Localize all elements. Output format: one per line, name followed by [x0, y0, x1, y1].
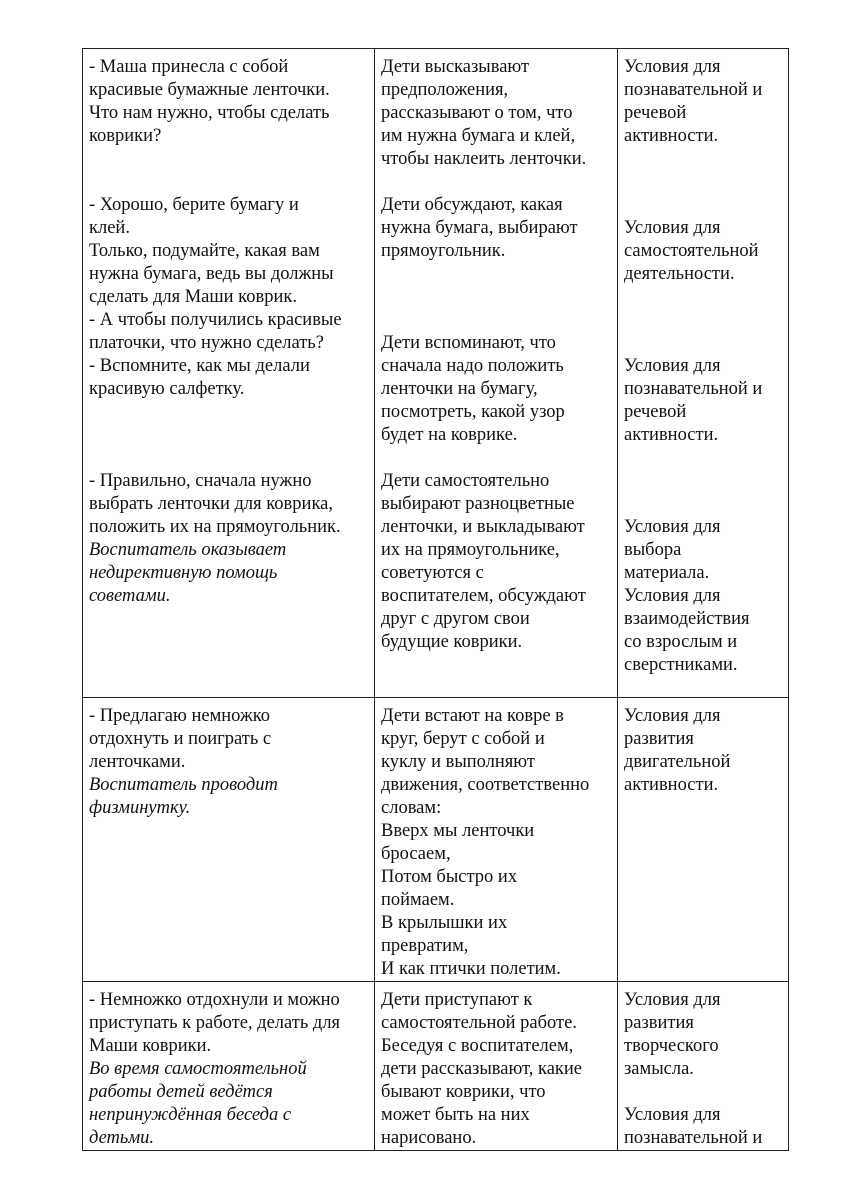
- cell-paragraph-italic: Воспитатель проводит физминутку.: [89, 775, 278, 818]
- cell-paragraph: Дети приступают к самостоятельной работе. Беседуя с воспитателем, дети рассказывают, какие бывают коврики, что может быть на них нарисовано.: [381, 990, 583, 1148]
- cell-paragraph: Условия для самостоятельной деятельности.: [624, 218, 759, 284]
- cell-paragraph: Условия для развития двигательной активности.: [624, 706, 731, 795]
- cell-paragraph: Дети высказывают предположения, рассказывают о том, что им нужна бумага и клей, чтобы наклеить ленточки.: [381, 57, 587, 169]
- cell-paragraph-italic: Воспитатель оказывает недирективную помощь советами.: [89, 540, 287, 606]
- lesson-plan-table: [82, 48, 789, 1151]
- conditions-cell: [618, 49, 789, 698]
- cell-paragraph: Дети самостоятельно выбирают разноцветные ленточки, и выкладывают их на прямоугольнике, советуются с воспитателем, обсуждают друг с другом свои будущие коврики.: [381, 471, 586, 652]
- cell-paragraph: Дети обсуждают, какая нужна бумага, выбирают прямоугольник.: [381, 195, 578, 261]
- children-actions-cell: [375, 49, 618, 698]
- cell-paragraph: - Маша принесла с собой красивые бумажные ленточки. Что нам нужно, чтобы сделать коврики?: [89, 57, 330, 146]
- teacher-actions-cell: [83, 982, 375, 1151]
- teacher-actions-cell: [83, 49, 375, 698]
- table-row: [83, 982, 789, 1151]
- cell-paragraph: Условия для познавательной и речевой активности.: [624, 356, 763, 445]
- conditions-cell: [618, 982, 789, 1151]
- cell-paragraph: Условия для познавательной и речевой активности.: [624, 57, 763, 146]
- cell-paragraph: Дети встают на ковре в круг, берут с собой и куклу и выполняют движения, соответственно словам: Вверх мы ленточки бросаем, Потом быстро их поймаем. В крылышки их превратим, И как птички полетим.: [381, 706, 590, 979]
- cell-paragraph: Условия для выбора материала. Условия для взаимодействия со взрослым и сверстниками.: [624, 517, 750, 675]
- teacher-actions-cell: [83, 698, 375, 982]
- children-actions-cell: [375, 698, 618, 982]
- cell-paragraph-italic: Во время самостоятельной работы детей ведётся непринуждённая беседа с детьми.: [89, 1059, 307, 1148]
- cell-paragraph: - Правильно, сначала нужно выбрать ленточки для коврика, положить их на прямоугольник.: [89, 471, 341, 537]
- cell-paragraph: - Немножко отдохнули и можно приступать к работе, делать для Маши коврики.: [89, 990, 341, 1056]
- children-actions-cell: [375, 982, 618, 1151]
- cell-paragraph: Условия для познавательной и: [624, 1105, 763, 1148]
- table-row: [83, 698, 789, 982]
- cell-paragraph: - Хорошо, берите бумагу и клей. Только, подумайте, какая вам нужна бумага, ведь вы должны сделать для Маши коврик. - А чтобы получились красивые платочки, что нужно сделать? - Вспомните, как мы делали красивую салфетку.: [89, 195, 342, 399]
- table-row: [83, 49, 789, 698]
- conditions-cell: [618, 698, 789, 982]
- cell-paragraph: - Предлагаю немножко отдохнуть и поиграть с ленточками.: [89, 706, 272, 772]
- cell-paragraph: Условия для развития творческого замысла.: [624, 990, 721, 1079]
- cell-paragraph: Дети вспоминают, что сначала надо положить ленточки на бумагу, посмотреть, какой узор будет на коврике.: [381, 333, 565, 445]
